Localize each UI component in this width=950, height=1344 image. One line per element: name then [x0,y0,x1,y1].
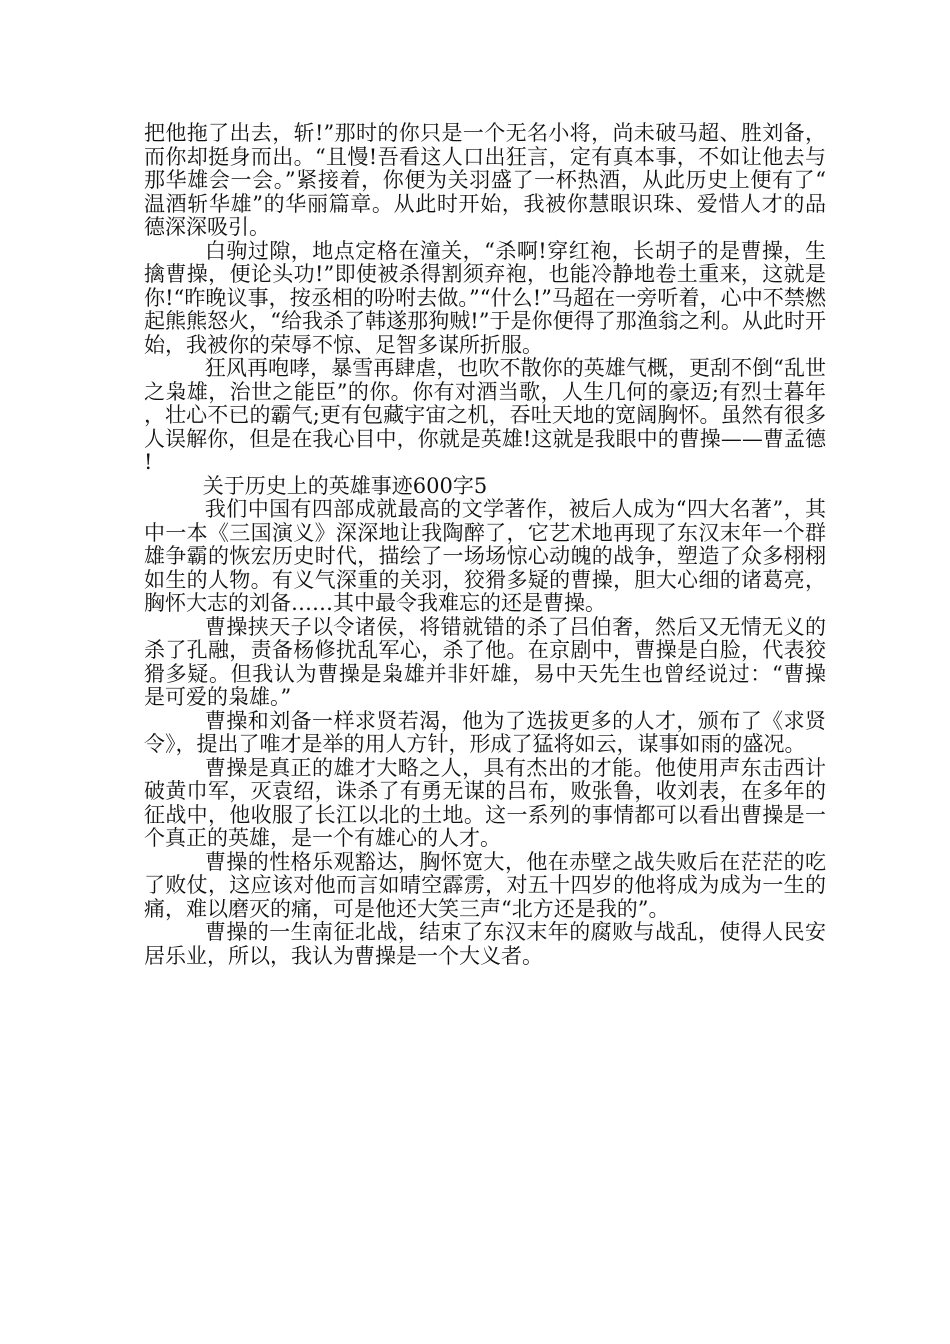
paragraph-4: 我们中国有四部成就最高的文学著作，被后人成为“四大名著”，其中一本《三国演义》深深地让我陶醉了，它艺术地再现了东汉末年一个群雄争霸的恢宏历史时代，描绘了一场场惊心动魄的战争，塑造了众多栩栩如生的人物。有义气深重的关羽，狡猾多疑的曹操，胆大心细的诸葛亮，胸怀大志的刘备……其中最令我难忘的还是曹操。 [144,497,826,615]
paragraph-8: 曹操的性格乐观豁达，胸怀宽大，他在赤壁之战失败后在茫茫的吃了败仗，这应该对他而言如晴空霹雳，对五十四岁的他将成为成为一生的痛，难以磨灭的痛，可是他还大笑三声“北方还是我的”。 [144,849,826,921]
document-page [144,122,826,968]
paragraph-6: 曹操和刘备一样求贤若渴，他为了选拔更多的人才，颁布了《求贤令》，提出了唯才是举的用人方针，形成了猛将如云，谋事如雨的盛况。 [144,708,826,756]
section-heading: 关于历史上的英雄事迹600字5 [202,473,488,498]
paragraph-3: 狂风再咆哮，暴雪再肆虐，也吹不散你的英雄气概，更刮不倒“乱世之枭雄，治世之能臣”的你。你有对酒当歌，人生几何的豪迈;有烈士暮年，壮心不已的霸气;更有包藏宇宙之机，吞吐天地的宽阔胸怀。虽然有很多人误解你，但是在我心目中，你就是英雄!这就是我眼中的曹操——曹孟德! [144,356,826,474]
paragraph-7: 曹操是真正的雄才大略之人，具有杰出的才能。他使用声东击西计破黄巾军，灭袁绍，诛杀了有勇无谋的吕布，败张鲁，收刘表，在多年的征战中，他收服了长江以北的土地。这一系列的事情都可以看出曹操是一个真正的英雄，是一个有雄心的人才。 [144,755,826,850]
paragraph-5: 曹操挟天子以令诸侯，将错就错的杀了吕伯奢，然后又无情无义的杀了孔融，责备杨修扰乱军心，杀了他。在京剧中，曹操是白脸，代表狡猾多疑。但我认为曹操是枭雄并非奸雄，易中天先生也曾经说过：“曹操是可爱的枭雄。” [144,614,826,709]
paragraph-2: 白驹过隙，地点定格在潼关，“杀啊!穿红袍，长胡子的是曹操，生擒曹操，便论头功!”即使被杀得割须弃袍，也能冷静地卷土重来，这就是你!“昨晚议事，按丞相的吩咐去做。”“什么!”马超在一旁听着，心中不禁燃起熊熊怒火，“给我杀了韩遂那狗贼!”于是你便得了那渔翁之利。从此时开始，我被你的荣辱不惊、足智多谋所折服。 [144,238,826,357]
paragraph-9: 曹操的一生南征北战，结束了东汉末年的腐败与战乱，使得人民安居乐业，所以，我认为曹操是一个大义者。 [144,920,826,968]
paragraph-1: 把他拖了出去，斩!”那时的你只是一个无名小将，尚未破马超、胜刘备，而你却挺身而出。“且慢!吾看这人口出狂言，定有真本事，不如让他去与那华雄会一会。”紧接着，你便为关羽盛了一杯热酒，从此历史上便有了“温酒斩华雄”的华丽篇章。从此时开始，我被你慧眼识珠、爱惜人才的品德深深吸引。 [144,121,826,239]
